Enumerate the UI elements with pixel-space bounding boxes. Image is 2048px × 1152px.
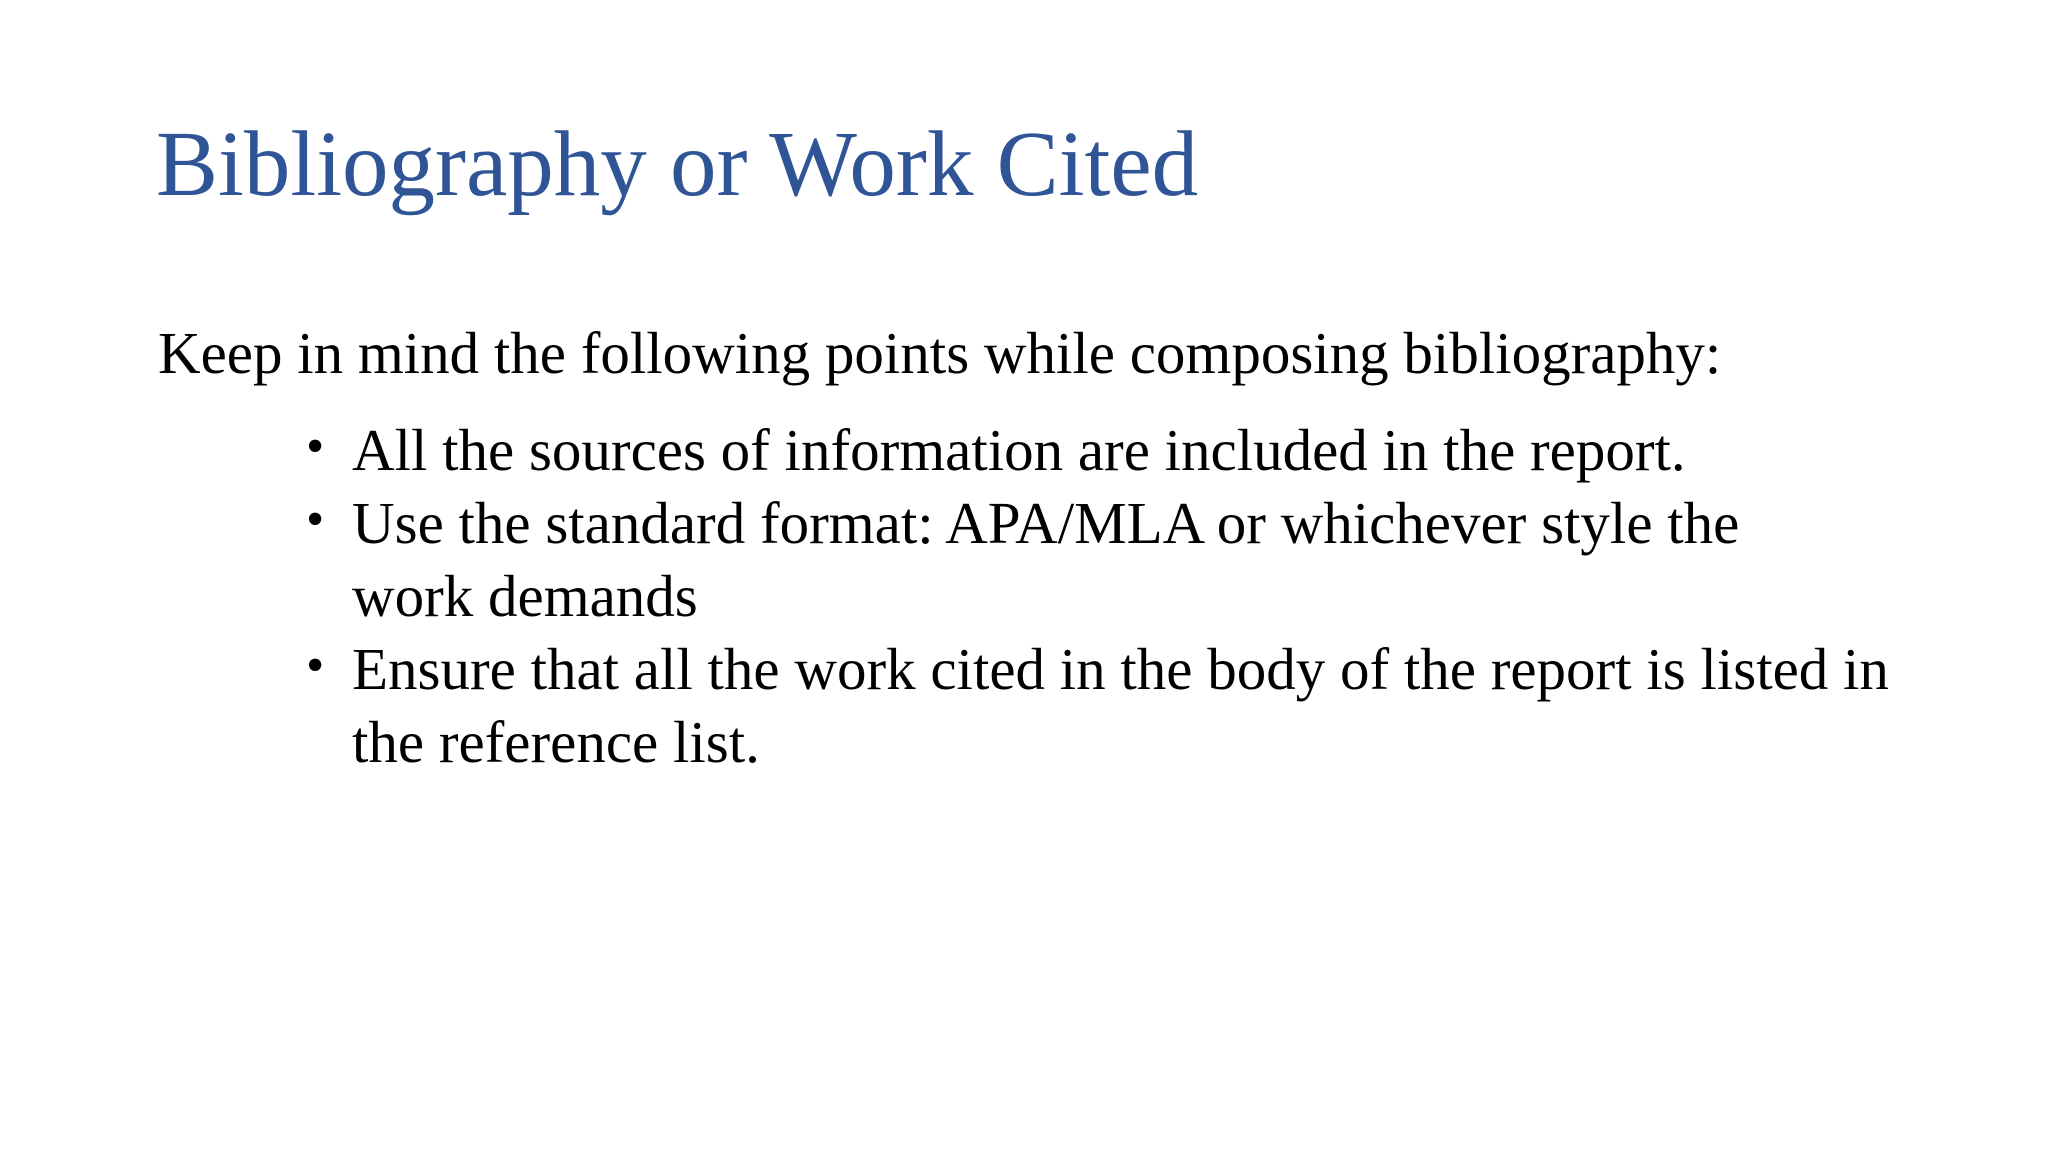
bullet-text: Use the standard format: APA/MLA or whichever style the work demands — [352, 490, 1740, 629]
bullet-list — [300, 414, 1900, 779]
bullet-item — [300, 487, 1900, 633]
bullet-icon: • — [306, 637, 325, 694]
slide-title: Bibliography or Work Cited — [156, 113, 1199, 216]
bullet-text: Ensure that all the work cited in the body of the report is listed in the reference list. — [352, 636, 1889, 775]
bullet-item — [300, 633, 1900, 779]
bullet-text: All the sources of information are included in the report. — [352, 417, 1686, 483]
intro-text: Keep in mind the following points while composing bibliography: — [158, 320, 1722, 386]
bullet-icon: • — [306, 418, 325, 475]
bullet-item — [300, 414, 1900, 487]
bullet-icon: • — [306, 491, 325, 548]
